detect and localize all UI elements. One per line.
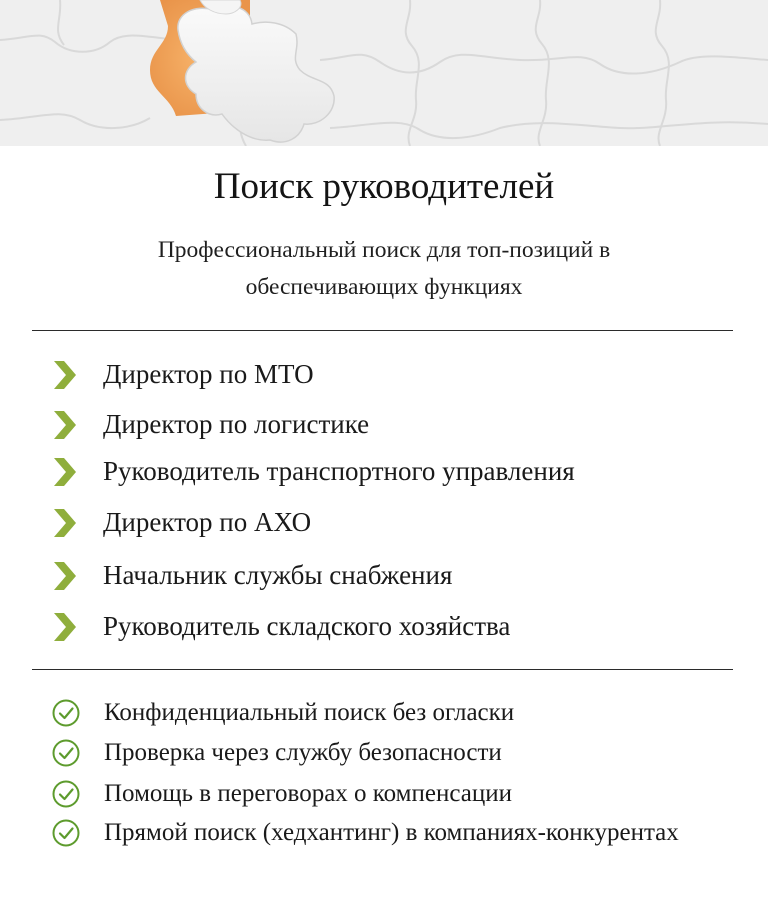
check-circle-icon xyxy=(51,779,81,809)
divider-bottom xyxy=(32,669,733,670)
chevron-right-icon xyxy=(50,610,80,644)
list-item xyxy=(0,447,768,497)
chevron-right-icon xyxy=(50,358,80,392)
puzzle-pieces-image xyxy=(0,0,768,146)
list-item xyxy=(0,350,768,400)
check-circle-icon xyxy=(51,738,81,768)
check-circle-icon xyxy=(51,818,81,848)
feature-label: Конфиденциальный поиск без огласки xyxy=(104,699,515,726)
hero-image xyxy=(0,0,768,146)
feature-label: Прямой поиск (хедхантинг) в компаниях-конкурентах xyxy=(104,819,679,846)
list-item xyxy=(0,498,768,548)
list-item xyxy=(0,551,768,601)
position-label: Руководитель транспортного управления xyxy=(103,456,575,486)
position-label: Директор по АХО xyxy=(103,507,312,537)
chevron-right-icon xyxy=(50,408,80,442)
page-title: Поиск руководителей xyxy=(213,166,555,207)
chevron-right-icon xyxy=(50,559,80,593)
position-label: Директор по логистике xyxy=(103,409,370,439)
list-item xyxy=(0,602,768,652)
position-label: Начальник службы снабжения xyxy=(103,560,453,590)
position-label: Руководитель складского хозяйства xyxy=(103,611,511,641)
page-subtitle: Профессиональный поиск для топ-позиций в обеспечивающих функциях xyxy=(157,237,611,300)
chevron-right-icon xyxy=(50,506,80,540)
feature-label: Проверка через службу безопасности xyxy=(104,739,502,766)
check-circle-icon xyxy=(51,698,81,728)
list-item xyxy=(0,400,768,450)
position-label: Директор по МТО xyxy=(103,359,314,389)
divider-top xyxy=(32,330,733,331)
feature-label: Помощь в переговорах о компенсации xyxy=(104,780,512,807)
chevron-right-icon xyxy=(50,455,80,489)
